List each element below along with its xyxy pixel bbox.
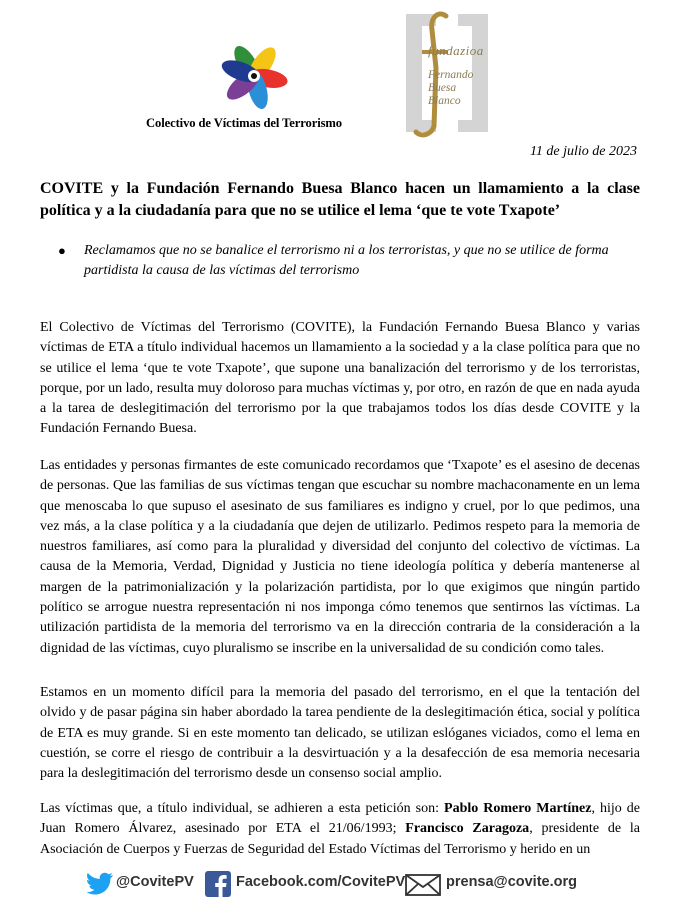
fbb-line-2: Buesa <box>428 82 457 94</box>
document-title: COVITE y la Fundación Fernando Buesa Blanco hacen un llamamiento a la clase política y a la ciudadanía para que no se utilice el lema ‘que te vote Txapote’ <box>40 180 640 219</box>
paragraph-3: Estamos en un momento difícil para la memoria del pasado del terrorismo, en el que la tentación del olvido y de pasar página sin haber abordado la tarea pendiente de la deslegitimación ética, social y política de ETA es muy grande. Si en este momento tan delicado, se utilizan eslóganes viciados, como el lema en cuestión, se corre el riesgo de contribuir a la desvirtuación y a la desafección de esa memoria necesaria para la deslegitimación del terrorismo desde un consenso social amplio. <box>40 685 640 782</box>
twitter-icon <box>86 872 114 896</box>
paragraph-4-part-1: Las víctimas que, a título individual, se adhieren a esta petición son: <box>40 801 445 816</box>
paragraph-4 <box>40 799 640 860</box>
bullet-icon: ● <box>58 243 66 258</box>
bullet-text: Reclamamos que no se banalice el terrorismo ni a los terroristas, y que no se utilice de forma partidista la causa de las víctimas del terrorismo <box>84 243 609 278</box>
twitter-handle[interactable]: @CovitePV <box>116 874 194 890</box>
footer <box>0 870 679 900</box>
email-address[interactable]: prensa@covite.org <box>446 874 577 890</box>
fbb-word: fundazioa <box>428 43 484 58</box>
paragraph-4-part-2: , hijo de Juan Romero Álvarez, asesinado por ETA el 21/06/1993; <box>40 801 641 837</box>
email-icon <box>405 874 441 896</box>
paragraph-4-part-3: , presidente de la Asociación de Cuerpos y Fuerzas de Seguridad del Estado Víctimas del Terrorismo y herido en un <box>40 821 640 857</box>
fbb-line-1: Fernando <box>428 69 474 81</box>
covite-name: Colectivo de Víctimas del Terrorismo <box>146 116 343 130</box>
facebook-link[interactable]: Facebook.com/CovitePV <box>236 874 406 890</box>
facebook-icon <box>205 871 231 897</box>
covite-logo <box>212 38 296 122</box>
signatory-1: Pablo Romero Martínez <box>444 801 592 816</box>
summary-bullet <box>58 241 651 281</box>
document-date: 11 de julio de 2023 <box>529 144 637 159</box>
paragraph-1: El Colectivo de Víctimas del Terrorismo (COVITE), la Fundación Fernando Buesa Blanco y varias víctimas de ETA a título individual hacemos un llamamiento a la sociedad y a la clase política para que no se utilice el lema ‘que te vote Txapote’, que supone una banalización del terrorismo y de los terroristas, porque, por un lado, resulta muy doloroso para muchas víctimas y, por otro, en razón de que en nada ayuda a la tarea de deslegitimación del terrorismo por la que trabajamos todos los días desde COVITE y la Fundación Fernando Buesa. <box>40 320 640 437</box>
signatory-2: Francisco Zaragoza <box>405 821 530 837</box>
fbb-line-3: Blanco <box>428 95 461 107</box>
paragraph-2: Las entidades y personas firmantes de este comunicado recordamos que ‘Txapote’ es el asesino de decenas de personas. Que las familias de sus víctimas tengan que escuchar su nombre machaconamente en un lema que menoscaba lo que supuso el asesinato de sus familiares es indigno y cruel, por lo que pedimos, una vez más, a la clase política y a la ciudadanía que dejen de utilizarlo. Pedimos respeto para la memoria de nuestros familiares, así como para la pluralidad y diversidad del conjunto del colectivo de víctimas. La causa de la Memoria, Verdad, Dignidad y Justicia no tiene ideología política y debería mantenerse al margen de la patrimonialización y la polarización partidista, por lo que exigimos que ningún partido político se arrogue nuestra representación ni nos imponga cómo tenemos que sentirnos las víctimas. La utilización partidista de la memoria del terrorismo va en la dirección contraria de la consideración a la dignidad de las víctimas, cuyo pluralismo se inscribe en la universalidad de su condición como tales. <box>40 458 640 656</box>
fbb-logo-text <box>428 44 484 108</box>
